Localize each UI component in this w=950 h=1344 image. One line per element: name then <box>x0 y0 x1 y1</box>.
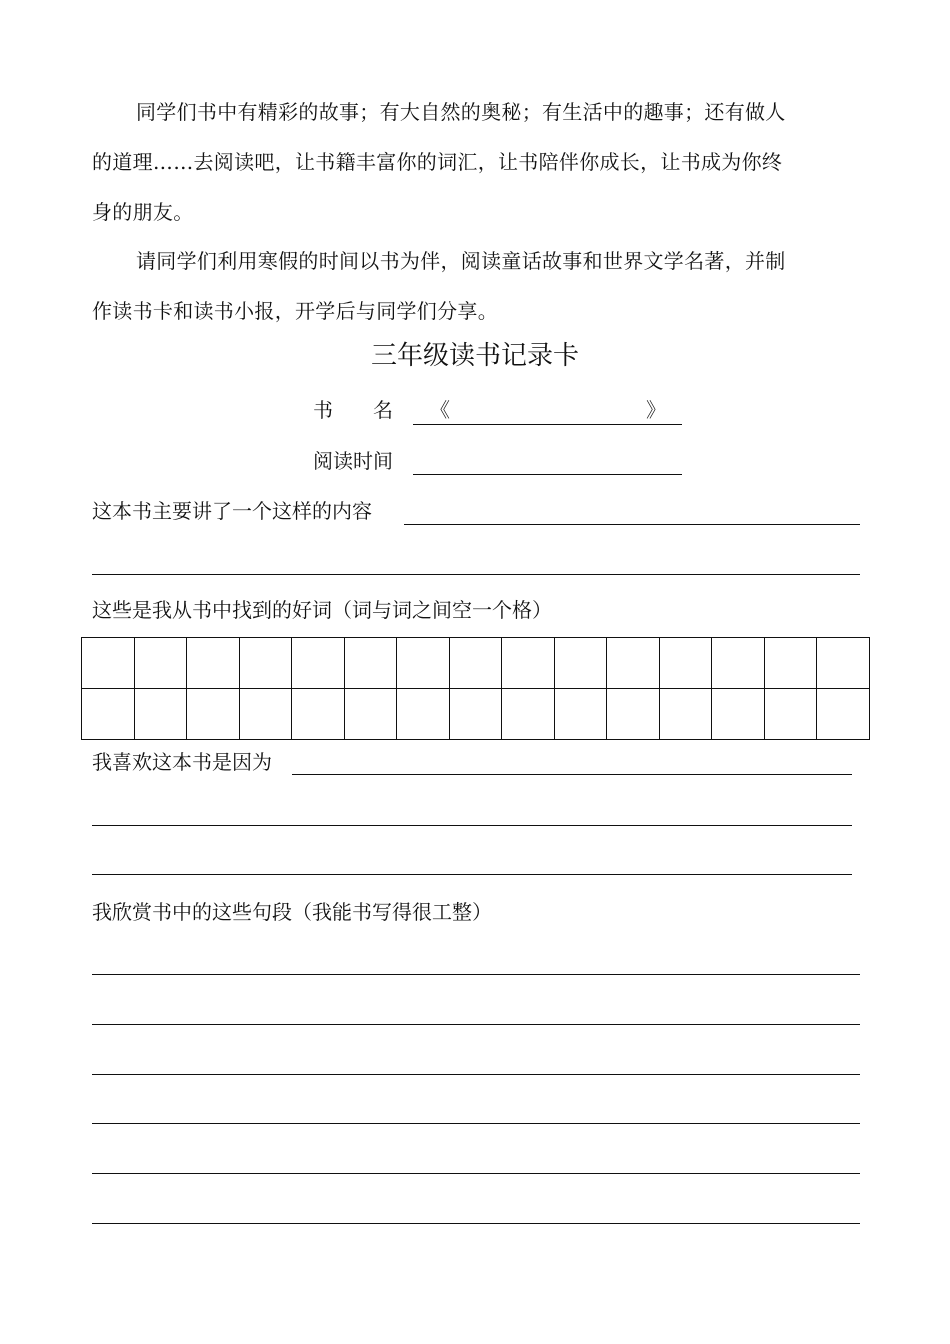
grid-cell[interactable] <box>187 689 240 740</box>
grid-cell[interactable] <box>712 689 765 740</box>
intro-line-5: 作读书卡和读书小报，开学后与同学们分享。 <box>92 299 498 323</box>
grid-cell[interactable] <box>607 689 660 740</box>
grid-cell[interactable] <box>502 638 555 689</box>
intro-line-1: 同学们书中有精彩的故事；有大自然的奥秘；有生活中的趣事；还有做人 <box>136 100 786 124</box>
grid-cell[interactable] <box>554 689 607 740</box>
grid-row <box>82 638 870 689</box>
passage-line-4[interactable] <box>92 1123 860 1124</box>
grid-cell[interactable] <box>607 638 660 689</box>
grid-cell[interactable] <box>817 638 870 689</box>
grid-cell[interactable] <box>659 638 712 689</box>
grid-cell[interactable] <box>187 638 240 689</box>
passage-line-1[interactable] <box>92 974 860 975</box>
grid-cell[interactable] <box>659 689 712 740</box>
like-reason-line-1[interactable] <box>292 774 852 775</box>
grid-cell[interactable] <box>554 638 607 689</box>
passage-line-6[interactable] <box>92 1223 860 1224</box>
like-reason-label: 我喜欢这本书是因为 <box>92 750 272 774</box>
book-open-bracket: 《 <box>430 398 450 422</box>
grid-cell[interactable] <box>344 638 397 689</box>
good-words-grid <box>81 637 870 740</box>
grid-cell[interactable] <box>502 689 555 740</box>
intro-line-4: 请同学们利用寒假的时间以书为伴，阅读童话故事和世界文学名著，并制 <box>136 249 786 273</box>
grid-cell[interactable] <box>239 638 292 689</box>
grid-cell[interactable] <box>292 638 345 689</box>
passage-line-5[interactable] <box>92 1173 860 1174</box>
card-title: 三年级读书记录卡 <box>370 341 579 371</box>
good-words-label: 这些是我从书中找到的好词（词与词之间空一个格） <box>92 598 552 622</box>
grid-cell[interactable] <box>817 689 870 740</box>
like-reason-line-3[interactable] <box>92 874 852 875</box>
grid-cell[interactable] <box>134 638 187 689</box>
grid-cell[interactable] <box>397 638 450 689</box>
content-line-2[interactable] <box>92 574 860 575</box>
reading-time-label: 阅读时间 <box>313 449 393 473</box>
grid-cell[interactable] <box>134 689 187 740</box>
intro-line-2: 的道理……去阅读吧，让书籍丰富你的词汇，让书陪伴你成长，让书成为你终 <box>92 150 783 174</box>
grid-cell[interactable] <box>239 689 292 740</box>
like-reason-line-2[interactable] <box>92 825 852 826</box>
passage-line-2[interactable] <box>92 1024 860 1025</box>
grid-cell[interactable] <box>82 689 135 740</box>
favorite-passages-label: 我欣赏书中的这些句段（我能书写得很工整） <box>92 900 492 924</box>
content-line-1[interactable] <box>404 524 860 525</box>
intro-line-3: 身的朋友。 <box>92 200 194 224</box>
passage-line-3[interactable] <box>92 1074 860 1075</box>
grid-cell[interactable] <box>449 638 502 689</box>
grid-cell[interactable] <box>397 689 450 740</box>
grid-cell[interactable] <box>764 689 817 740</box>
grid-cell[interactable] <box>344 689 397 740</box>
book-close-bracket: 》 <box>646 398 666 422</box>
grid-cell[interactable] <box>449 689 502 740</box>
grid-cell[interactable] <box>764 638 817 689</box>
grid-cell[interactable] <box>82 638 135 689</box>
book-name-field[interactable] <box>413 424 682 425</box>
grid-row <box>82 689 870 740</box>
book-name-label: 书 名 <box>313 398 393 422</box>
content-label: 这本书主要讲了一个这样的内容 <box>92 499 372 523</box>
grid-cell[interactable] <box>292 689 345 740</box>
grid-cell[interactable] <box>712 638 765 689</box>
reading-time-field[interactable] <box>413 474 682 475</box>
